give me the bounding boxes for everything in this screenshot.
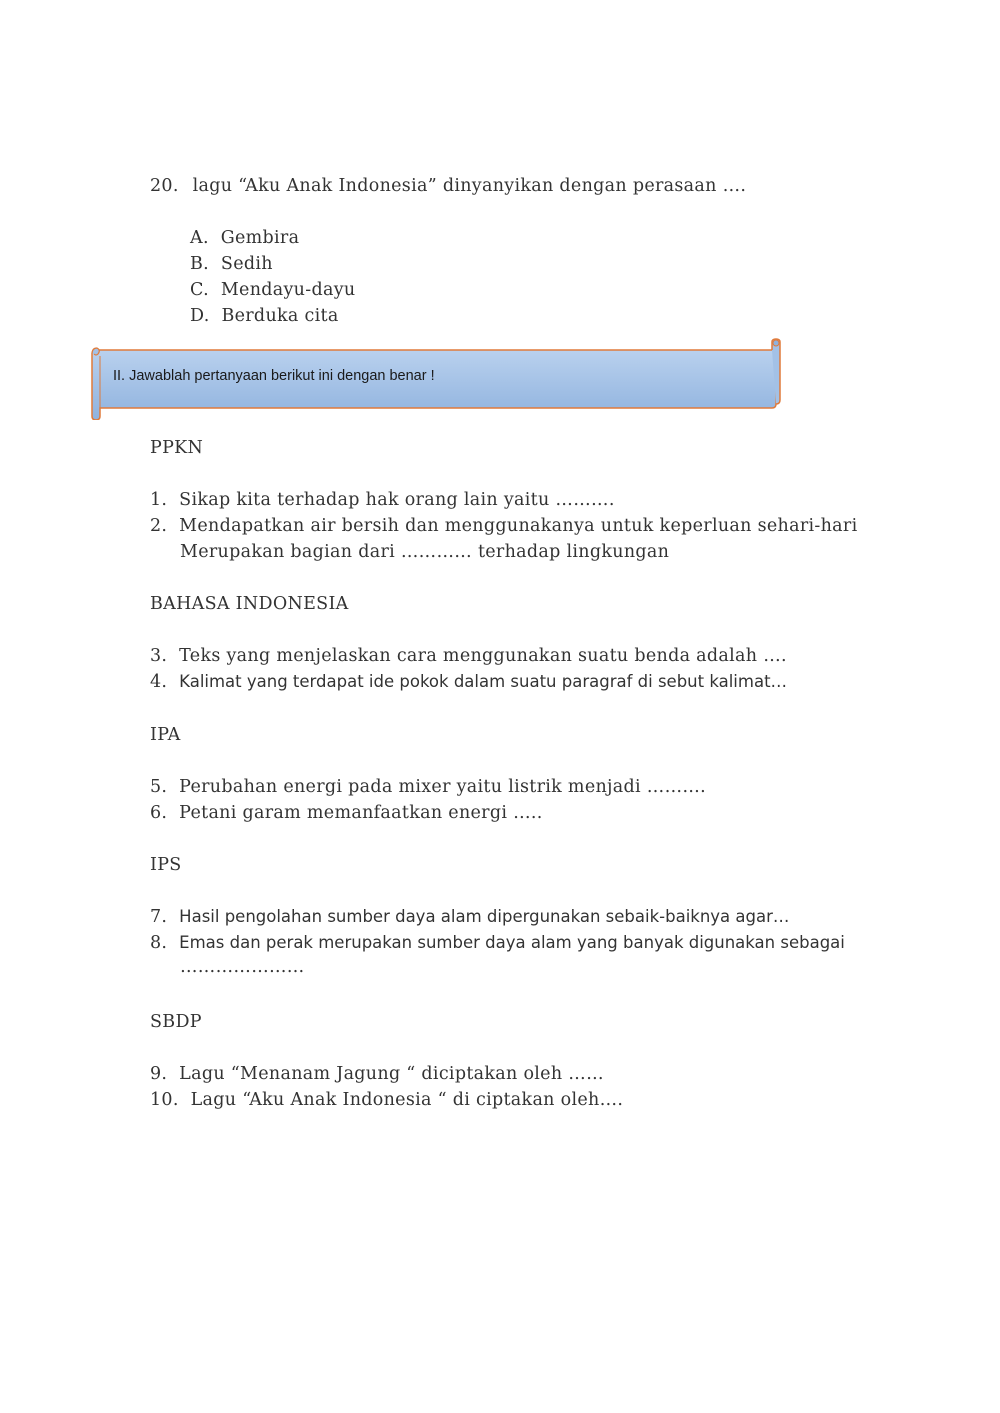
question-9 [150,1064,604,1084]
question-4 [150,672,787,692]
question-3 [150,646,787,666]
question-number: 4. [150,672,168,692]
question-number: 6. [150,803,168,823]
question-text: Lagu “Menanam Jagung “ diciptakan oleh …… [179,1064,604,1084]
question-6 [150,803,543,823]
question-number: 20. [150,176,179,196]
question-5 [150,777,706,797]
question-number: 9. [150,1064,168,1084]
question-number: 2. [150,516,168,536]
option-text: Sedih [220,254,273,274]
question-text: Hasil pengolahan sumber daya alam dipergunakan sebaik-baiknya agar… [179,907,790,926]
option-letter: B. [190,254,210,274]
question-text: Teks yang menjelaskan cara menggunakan suatu benda adalah …. [179,646,787,666]
option-text: Berduka cita [221,306,339,326]
question-text: Perubahan energi pada mixer yaitu listrik menjadi ………. [179,777,707,797]
option-letter: D. [190,306,210,326]
option-text: Gembira [220,228,300,248]
question-10 [150,1090,623,1110]
question-number: 5. [150,777,168,797]
question-text: Petani garam memanfaatkan energi ….. [179,803,543,823]
question-text: Kalimat yang terdapat ide pokok dalam suatu paragraf di sebut kalimat… [179,672,788,691]
question-1 [150,490,615,510]
section-title-ipa: IPA [150,725,181,745]
question-8 [150,933,845,953]
question-7 [150,907,789,927]
option-a [190,228,299,248]
question-number: 3. [150,646,168,666]
question-2-continuation: Merupakan bagian dari ………… terhadap lingkungan [180,542,670,562]
question-8-continuation: ………………… [180,957,305,977]
question-text: lagu “Aku Anak Indonesia” dinyanyikan dengan perasaan …. [192,176,747,196]
section-title-ips: IPS [150,855,182,875]
question-number: 1. [150,490,168,510]
question-number: 8. [150,933,168,953]
option-b [190,254,273,274]
question-text: Sikap kita terhadap hak orang lain yaitu ………. [179,490,615,510]
option-text: Mendayu-dayu [220,280,356,300]
section-banner [88,338,784,420]
question-number: 7. [150,907,168,927]
section-title-ppkn: PPKN [150,438,204,458]
option-letter: C. [190,280,209,300]
question-text: Mendapatkan air bersih dan menggunakanya untuk keperluan sehari-hari [179,516,858,536]
question-20 [150,176,746,196]
question-text: Emas dan perak merupakan sumber daya alam yang banyak digunakan sebagai [179,933,845,952]
question-2 [150,516,857,536]
option-c [190,280,355,300]
question-number: 10. [150,1090,179,1110]
section-title-sbdp: SBDP [150,1012,202,1032]
option-d [190,306,339,326]
question-text: Lagu “Aku Anak Indonesia “ di ciptakan oleh…. [190,1090,624,1110]
banner-text: II. Jawablah pertanyaan berikut ini dengan benar ! [113,368,435,384]
section-title-bahasa-indonesia: BAHASA INDONESIA [150,594,349,614]
option-letter: A. [190,228,209,248]
